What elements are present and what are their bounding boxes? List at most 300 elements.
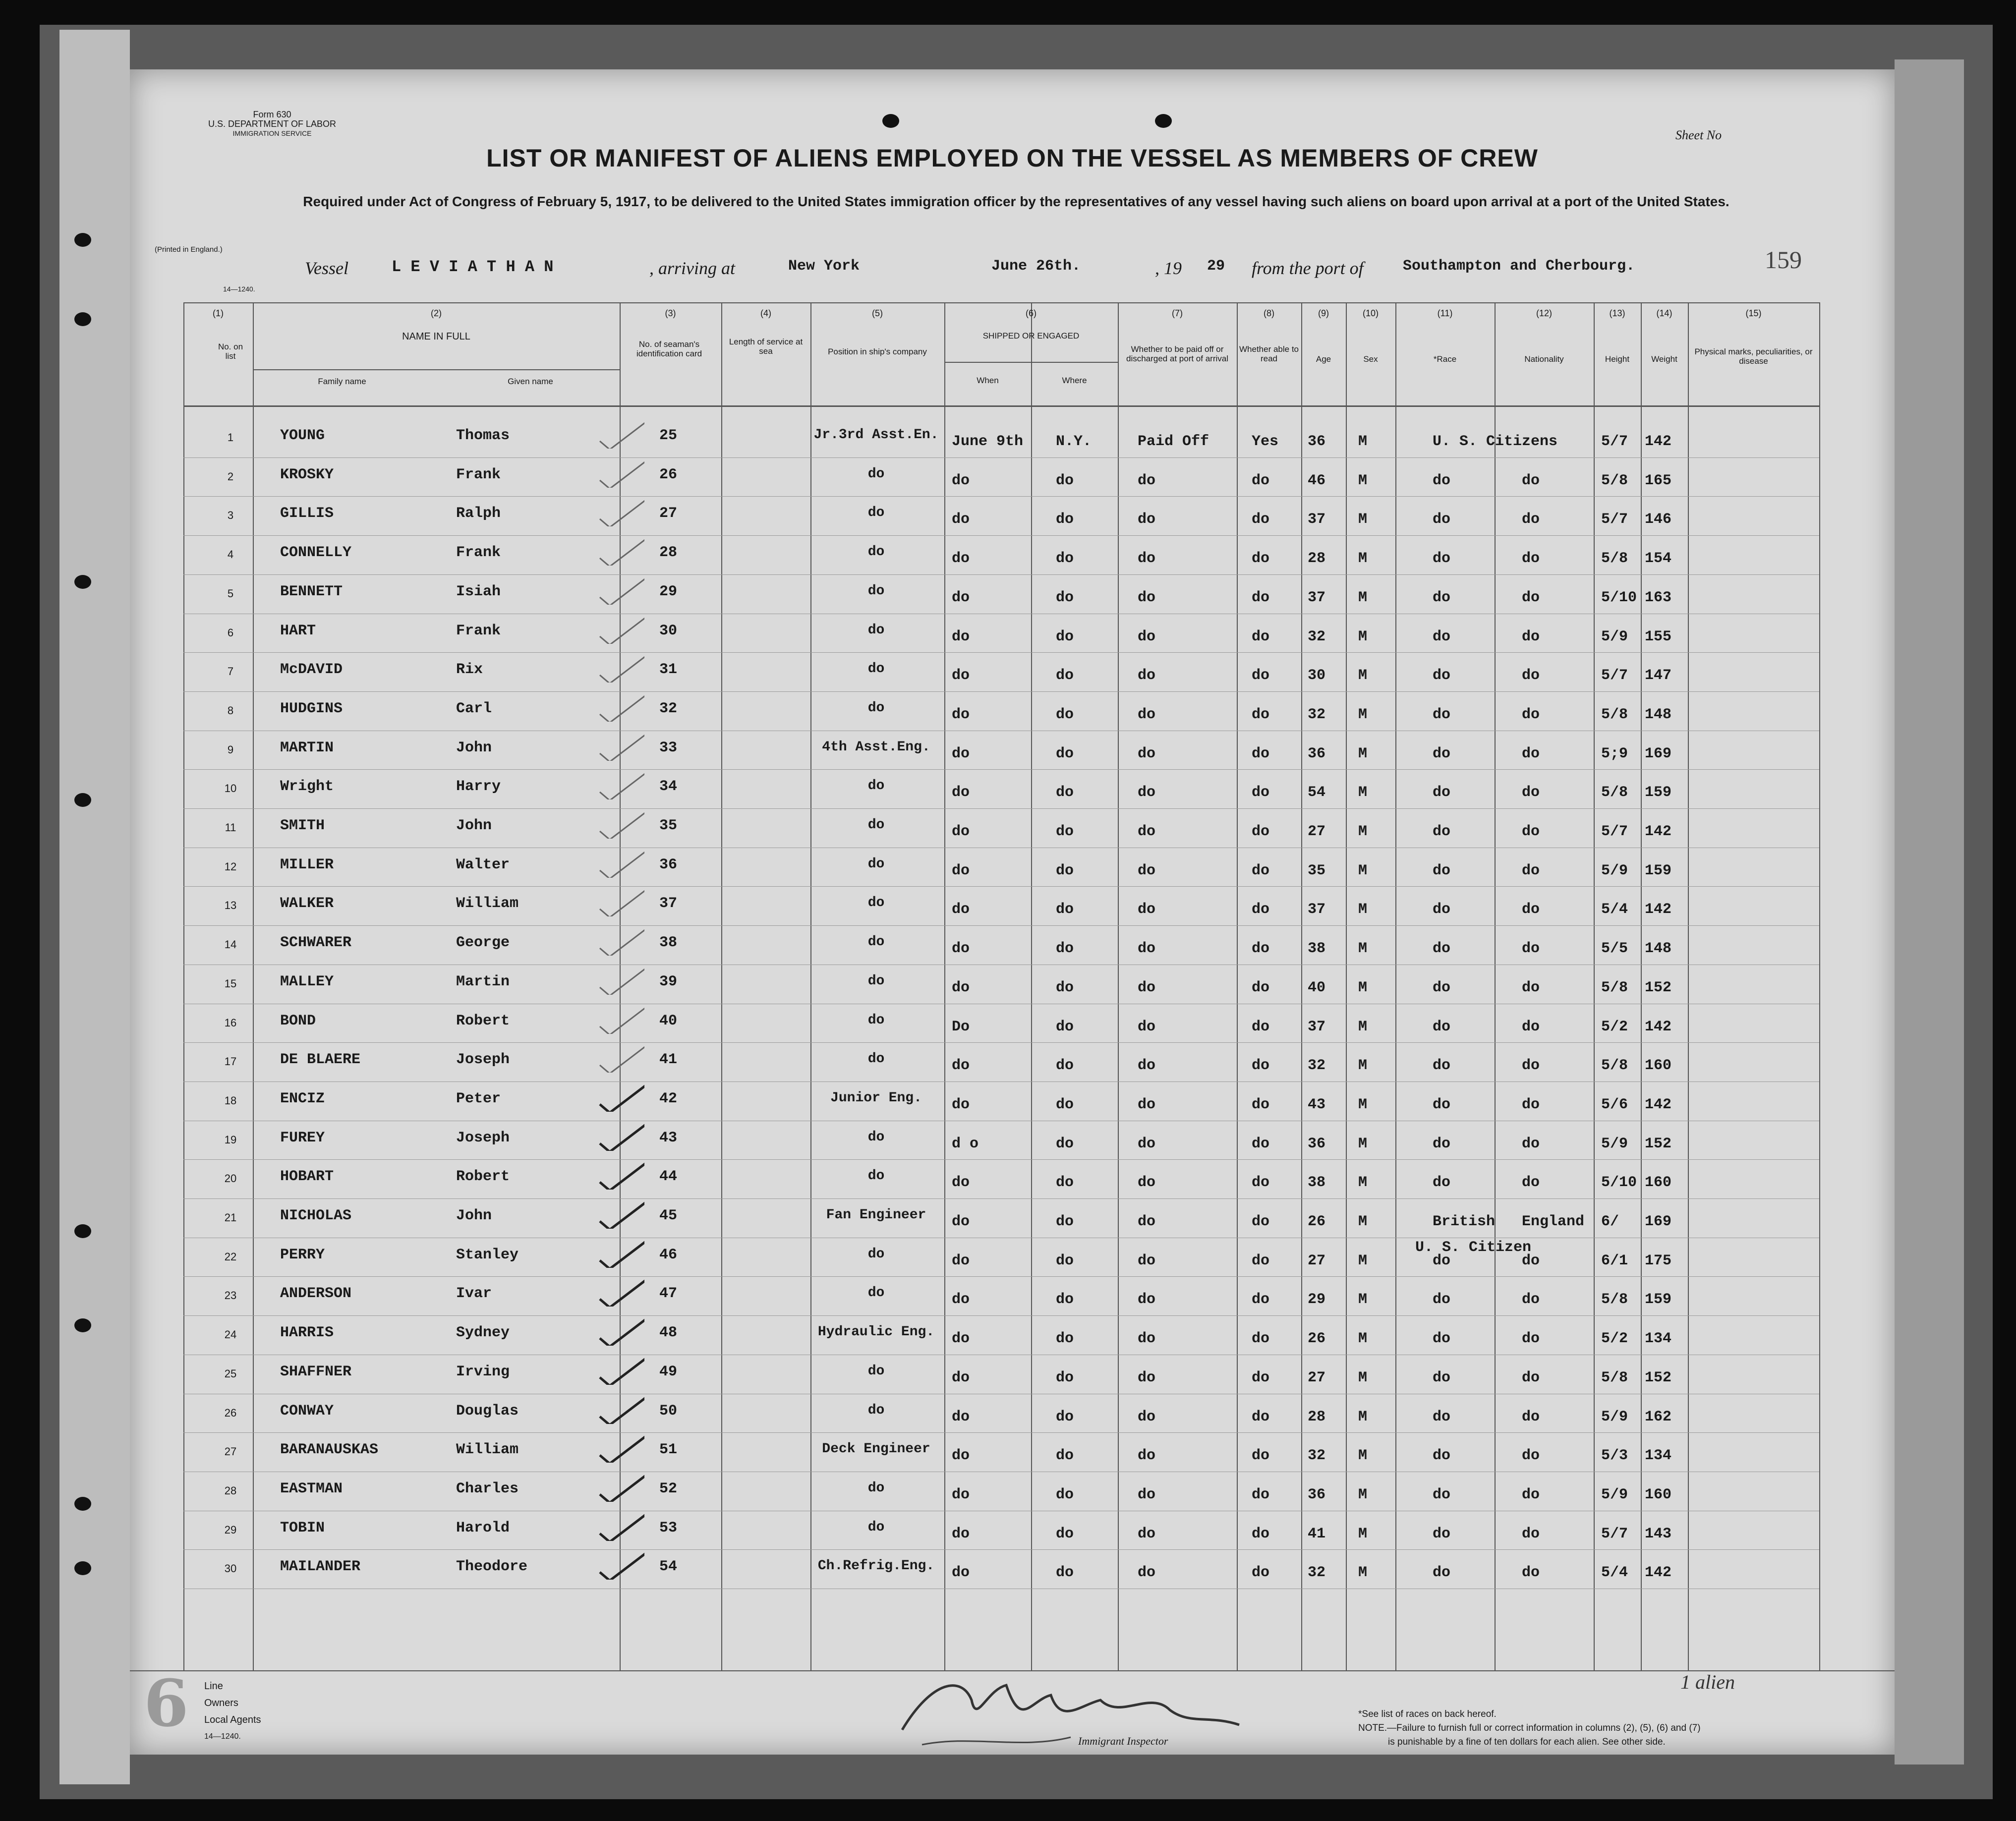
cell-where: do <box>1056 1252 1074 1269</box>
check-mark-icon <box>597 497 644 526</box>
cell-nat: do <box>1522 823 1540 840</box>
cell-age: 38 <box>1308 1174 1326 1192</box>
cell-family: BENNETT <box>280 583 343 600</box>
cell-age: 26 <box>1308 1213 1326 1230</box>
cell-race: do <box>1433 1369 1451 1386</box>
cell-card: 47 <box>659 1285 678 1303</box>
cell-nat: do <box>1522 589 1540 606</box>
column-divider <box>253 302 254 1670</box>
cell-when: do <box>952 745 970 762</box>
row-number: 30 <box>224 1562 237 1575</box>
cell-position: do <box>867 1285 885 1301</box>
cell-height: 5/10 <box>1601 589 1637 606</box>
cell-height: 5/7 <box>1601 667 1628 684</box>
note-fine: is punishable by a fine of ten dollars for each alien. See other side. <box>1388 1737 1666 1747</box>
cell-race: do <box>1433 706 1451 723</box>
row-number: 12 <box>224 860 237 873</box>
cell-height: 5/6 <box>1601 1096 1628 1113</box>
check-mark-icon <box>597 614 644 644</box>
cell-paid: do <box>1138 628 1156 645</box>
cell-sex: M <box>1358 628 1368 645</box>
cell-given: Harry <box>456 778 501 796</box>
cell-position: do <box>867 817 885 833</box>
cell-family: MALLEY <box>280 973 334 990</box>
cell-card: 32 <box>659 700 678 717</box>
cell-race: do <box>1433 784 1451 801</box>
cell-weight: 160 <box>1645 1174 1672 1192</box>
check-mark-icon <box>597 1472 644 1502</box>
cell-card: 26 <box>659 466 678 483</box>
row-number: 22 <box>224 1250 237 1263</box>
cell-weight: 147 <box>1645 667 1672 684</box>
cell-sex: M <box>1358 472 1368 489</box>
cell-age: 27 <box>1308 1369 1326 1386</box>
cell-given: Thomas <box>456 427 510 444</box>
cell-when: do <box>952 667 970 684</box>
cell-nat: do <box>1522 550 1540 568</box>
year: 29 <box>1207 258 1225 275</box>
cell-family: BOND <box>280 1012 316 1029</box>
check-mark-icon <box>597 1316 644 1346</box>
footer-owners: Owners <box>204 1698 238 1708</box>
punch-hole <box>74 1224 91 1238</box>
cell-family: DE BLAERE <box>280 1051 361 1069</box>
header-given-name: Given name <box>508 377 553 386</box>
cell-age: 32 <box>1308 1057 1326 1075</box>
cell-paid: do <box>1138 862 1156 879</box>
cell-read: do <box>1252 1408 1270 1425</box>
cell-card: 52 <box>659 1480 678 1497</box>
cell-sex: M <box>1358 433 1368 450</box>
column-number: (10) <box>1362 308 1379 318</box>
cell-position: do <box>867 466 885 482</box>
cell-position: do <box>867 1051 885 1067</box>
cell-nat: do <box>1522 1174 1540 1192</box>
row-number: 29 <box>224 1523 237 1536</box>
cell-height: 6/1 <box>1601 1252 1628 1269</box>
cell-card: 42 <box>659 1090 678 1107</box>
cell-sex: M <box>1358 784 1368 801</box>
cell-weight: 155 <box>1645 628 1672 645</box>
cell-nat: do <box>1522 1525 1540 1542</box>
cell-card: 28 <box>659 544 678 562</box>
cell-age: 28 <box>1308 550 1326 568</box>
cell-height: 5/4 <box>1601 901 1628 918</box>
cell-read: do <box>1252 511 1270 528</box>
header-family-name: Family name <box>318 377 366 386</box>
cell-nat: do <box>1522 784 1540 801</box>
column-number: (7) <box>1172 308 1183 318</box>
check-mark-icon <box>597 1043 644 1073</box>
cell-position: do <box>867 583 885 599</box>
cell-position: Fan Engineer <box>826 1207 926 1223</box>
cell-given: Charles <box>456 1480 519 1497</box>
cell-sex: M <box>1358 823 1368 840</box>
cell-card: 49 <box>659 1363 678 1380</box>
note-failure: NOTE.—Failure to furnish full or correct information in columns (2), (5), (6) and (7) <box>1358 1723 1701 1733</box>
cell-given: George <box>456 934 510 952</box>
cell-sex: M <box>1358 1135 1368 1152</box>
cell-family: MILLER <box>280 856 334 873</box>
cell-weight: 142 <box>1645 1096 1672 1113</box>
column-divider <box>1819 302 1820 1670</box>
cell-sex: M <box>1358 1564 1368 1582</box>
cell-when: do <box>952 1174 970 1192</box>
cell-paid: do <box>1138 1174 1156 1192</box>
cell-paid: do <box>1138 706 1156 723</box>
cell-weight: 154 <box>1645 550 1672 568</box>
from-port: Southampton and Cherbourg. <box>1403 258 1635 275</box>
column-divider <box>1688 302 1689 1670</box>
cell-card: 54 <box>659 1558 678 1576</box>
cell-weight: 143 <box>1645 1525 1672 1542</box>
cell-weight: 142 <box>1645 1564 1672 1582</box>
row-rule <box>183 691 1819 692</box>
cell-given: Stanley <box>456 1246 519 1263</box>
cell-weight: 134 <box>1645 1330 1672 1348</box>
cell-paid: do <box>1138 472 1156 489</box>
cell-weight: 159 <box>1645 1291 1672 1309</box>
check-mark-icon <box>597 692 644 722</box>
cell-where: do <box>1056 1369 1074 1386</box>
cell-age: 37 <box>1308 589 1326 606</box>
cell-card: 51 <box>659 1441 678 1459</box>
cell-sex: M <box>1358 940 1368 958</box>
row-number: 9 <box>227 743 234 756</box>
row-rule <box>183 769 1819 770</box>
cell-where: do <box>1056 628 1074 645</box>
check-mark-icon <box>597 965 644 995</box>
header-where: Where <box>1062 376 1087 385</box>
row-number: 11 <box>225 821 236 834</box>
cell-nat: do <box>1522 862 1540 879</box>
cell-nat: do <box>1522 1096 1540 1113</box>
cell-read: do <box>1252 940 1270 958</box>
cell-position: do <box>867 1129 885 1145</box>
cell-race: do <box>1433 1330 1451 1348</box>
inspector-label: Immigrant Inspector <box>1078 1735 1168 1747</box>
cell-position: Jr.3rd Asst.En. <box>813 427 939 443</box>
cell-given: Peter <box>456 1090 501 1107</box>
cell-card: 39 <box>659 973 678 990</box>
cell-given: Douglas <box>456 1402 519 1420</box>
cell-given: John <box>456 817 492 834</box>
cell-age: 54 <box>1308 784 1326 801</box>
cell-nat: do <box>1522 1135 1540 1152</box>
cell-where: do <box>1056 940 1074 958</box>
cell-family: BARANAUSKAS <box>280 1441 379 1459</box>
check-mark-icon <box>597 1511 644 1541</box>
cell-when: do <box>952 901 970 918</box>
cell-when: do <box>952 706 970 723</box>
cell-family: Wright <box>280 778 334 796</box>
row-rule <box>183 652 1819 653</box>
cell-given: John <box>456 739 492 756</box>
page-subtitle: Required under Act of Congress of February 5, 1917, to be delivered to the United States immigration officer by the representatives of any vessel having such aliens on board upon arrival at a port of the United States. <box>303 194 1729 209</box>
row-rule <box>183 1432 1819 1433</box>
cell-position: do <box>867 505 885 521</box>
cell-position: do <box>867 973 885 989</box>
cell-position: Ch.Refrig.Eng. <box>817 1558 935 1574</box>
cell-race: do <box>1433 1447 1451 1465</box>
cell-family: MARTIN <box>280 739 334 756</box>
cell-where: do <box>1056 1447 1074 1465</box>
cell-where: do <box>1056 862 1074 879</box>
cell-sex: M <box>1358 745 1368 762</box>
cell-nat: do <box>1522 1486 1540 1503</box>
cell-read: do <box>1252 1486 1270 1503</box>
cell-weight: 152 <box>1645 1369 1672 1386</box>
inspector-signature <box>892 1670 1249 1755</box>
cell-race: do <box>1433 940 1451 958</box>
cell-height: 5/10 <box>1601 1174 1637 1192</box>
table-top-border <box>183 302 1819 303</box>
cell-family: PERRY <box>280 1246 325 1263</box>
row-number: 15 <box>224 977 237 990</box>
row-rule <box>183 1549 1819 1550</box>
row-number: 4 <box>227 548 234 561</box>
check-mark-icon <box>597 1199 644 1229</box>
cell-sex: M <box>1358 1291 1368 1309</box>
cell-where: do <box>1056 1291 1074 1309</box>
cell-where: do <box>1056 1408 1074 1425</box>
cell-height: 5/9 <box>1601 862 1628 879</box>
cell-race: do <box>1433 1096 1451 1113</box>
header-when: When <box>977 376 999 385</box>
row-number: 5 <box>227 587 234 600</box>
check-mark-icon <box>597 1550 644 1580</box>
cell-weight: 134 <box>1645 1447 1672 1465</box>
header-weight: Weight <box>1651 354 1677 364</box>
cell-where: do <box>1056 979 1074 996</box>
cell-position: do <box>867 1402 885 1418</box>
cell-sex: M <box>1358 1486 1368 1503</box>
cell-given: Robert <box>456 1168 510 1186</box>
cell-paid: Paid Off <box>1138 433 1210 450</box>
cell-race: do <box>1433 979 1451 996</box>
cell-sex: M <box>1358 1096 1368 1113</box>
cell-given: Joseph <box>456 1051 510 1069</box>
cell-nat: do <box>1522 940 1540 958</box>
cell-paid: do <box>1138 1096 1156 1113</box>
cell-height: 5/2 <box>1601 1330 1628 1348</box>
cell-card: 46 <box>659 1246 678 1263</box>
cell-when: d o <box>952 1135 979 1152</box>
row-rule <box>183 886 1819 887</box>
cell-nat: do <box>1522 1330 1540 1348</box>
cell-weight: 160 <box>1645 1057 1672 1075</box>
check-mark-icon <box>597 809 644 839</box>
note-races: *See list of races on back hereof. <box>1358 1709 1497 1719</box>
check-mark-icon <box>597 575 644 605</box>
arrival-date: June 26th. <box>991 258 1081 275</box>
cell-nat: do <box>1522 1447 1540 1465</box>
cell-height: 5/8 <box>1601 550 1628 568</box>
cell-read: do <box>1252 784 1270 801</box>
cell-race: British <box>1433 1213 1496 1230</box>
cell-weight: 142 <box>1645 1018 1672 1035</box>
row-number: 6 <box>227 626 234 639</box>
cell-weight: 159 <box>1645 862 1672 879</box>
row-rule <box>183 496 1819 497</box>
row-number: 23 <box>224 1289 237 1302</box>
cell-where: do <box>1056 589 1074 606</box>
cell-given: Irving <box>456 1363 510 1380</box>
column-number: (12) <box>1536 308 1552 318</box>
cell-sex: M <box>1358 589 1368 606</box>
cell-where: do <box>1056 1057 1074 1075</box>
cell-read: do <box>1252 1174 1270 1192</box>
cell-paid: do <box>1138 1135 1156 1152</box>
check-mark-icon <box>597 1160 644 1190</box>
cell-family: EASTMAN <box>280 1480 343 1497</box>
cell-weight: 169 <box>1645 745 1672 762</box>
cell-race: do <box>1433 589 1451 606</box>
cell-weight: 169 <box>1645 1213 1672 1230</box>
check-mark-icon <box>597 1277 644 1307</box>
cell-when: do <box>952 784 970 801</box>
cell-family: WALKER <box>280 895 334 912</box>
punch-hole <box>74 1318 91 1332</box>
arriving-label: , arriving at <box>649 258 736 278</box>
check-mark-icon <box>597 926 644 956</box>
cell-nat: do <box>1522 472 1540 489</box>
name-subheader-line <box>253 369 620 370</box>
cell-age: 30 <box>1308 667 1326 684</box>
cell-card: 37 <box>659 895 678 912</box>
cell-position: do <box>867 1168 885 1184</box>
cell-position: 4th Asst.Eng. <box>822 739 930 755</box>
cell-where: do <box>1056 550 1074 568</box>
cell-race: do <box>1433 862 1451 879</box>
cell-family: GILLIS <box>280 505 334 522</box>
cell-sex: M <box>1358 1447 1368 1465</box>
row-number: 13 <box>224 899 237 912</box>
cell-position: Deck Engineer <box>822 1441 930 1457</box>
cell-sex: M <box>1358 511 1368 528</box>
row-number: 8 <box>227 704 234 717</box>
punch-hole <box>74 233 91 247</box>
left-page-edge <box>59 30 130 1784</box>
cell-card: 53 <box>659 1519 678 1536</box>
year-prefix: , 19 <box>1155 258 1182 278</box>
cell-family: FUREY <box>280 1129 325 1146</box>
row-number: 25 <box>224 1367 237 1380</box>
check-mark-icon <box>597 731 644 761</box>
cell-position: do <box>867 778 885 794</box>
cell-position: do <box>867 1480 885 1496</box>
cell-given: Frank <box>456 466 501 483</box>
cell-weight: 160 <box>1645 1486 1672 1503</box>
cell-age: 37 <box>1308 1018 1326 1035</box>
cell-sex: M <box>1358 667 1368 684</box>
punch-hole <box>74 793 91 807</box>
header-name-in-full: NAME IN FULL <box>402 331 470 342</box>
cell-family: CONNELLY <box>280 544 352 562</box>
cell-when: do <box>952 628 970 645</box>
row-rule <box>183 457 1819 458</box>
cell-when: do <box>952 589 970 606</box>
footer-labels <box>204 1678 261 1745</box>
cell-when: do <box>952 1213 970 1230</box>
cell-height: 5/8 <box>1601 472 1628 489</box>
cell-height: 5/7 <box>1601 823 1628 840</box>
arriving-port: New York <box>788 258 860 275</box>
cell-when: do <box>952 1096 970 1113</box>
cell-given: Ivar <box>456 1285 492 1303</box>
cell-when: Do <box>952 1018 970 1035</box>
cell-paid: do <box>1138 1057 1156 1075</box>
column-divider <box>810 302 811 1670</box>
cell-age: 37 <box>1308 511 1326 528</box>
cell-where: do <box>1056 1213 1074 1230</box>
row-rule <box>183 1042 1819 1043</box>
check-mark-icon <box>597 887 644 916</box>
cell-position: do <box>867 1012 885 1028</box>
cell-nat: do <box>1522 745 1540 762</box>
column-divider <box>1118 302 1119 1670</box>
cell-age: 38 <box>1308 940 1326 958</box>
header-paid-off: Whether to be paid off or discharged at port of arrival <box>1126 344 1228 363</box>
page-number: 159 <box>1765 246 1802 274</box>
cell-position: do <box>867 895 885 911</box>
cell-position: do <box>867 622 885 638</box>
cell-when: do <box>952 940 970 958</box>
cell-sex: M <box>1358 1174 1368 1192</box>
punch-hole <box>74 575 91 589</box>
header-read: Whether able to read <box>1239 344 1299 363</box>
cell-race: do <box>1433 550 1451 568</box>
column-number: (4) <box>760 308 771 318</box>
cell-age: 27 <box>1308 823 1326 840</box>
cell-when: do <box>952 823 970 840</box>
header-no-on-list: No. on list <box>218 342 243 361</box>
cell-sex: M <box>1358 901 1368 918</box>
column-number: (14) <box>1656 308 1672 318</box>
cell-card: 30 <box>659 622 678 639</box>
header-marks: Physical marks, peculiarities, or disease <box>1694 347 1813 366</box>
cell-read: do <box>1252 628 1270 645</box>
punch-hole <box>74 1497 91 1511</box>
row-rule <box>183 1081 1819 1082</box>
cell-paid: do <box>1138 784 1156 801</box>
cell-height: 5/9 <box>1601 628 1628 645</box>
cell-when: do <box>952 1369 970 1386</box>
sheet-mark: 6 <box>144 1665 189 1741</box>
cell-age: 32 <box>1308 628 1326 645</box>
cell-age: 27 <box>1308 1252 1326 1269</box>
column-divider <box>1495 302 1496 1670</box>
cell-given: Sydney <box>456 1324 510 1342</box>
vessel-label: Vessel <box>305 258 348 278</box>
cell-race: do <box>1433 1564 1451 1582</box>
row-rule <box>183 1315 1819 1316</box>
cell-given: Robert <box>456 1012 510 1029</box>
row-rule <box>183 808 1819 809</box>
header-height: Height <box>1605 354 1630 364</box>
row-number: 27 <box>224 1445 237 1458</box>
row21-race-extra: U. S. Citizen <box>1415 1239 1532 1256</box>
cell-nat: do <box>1522 1564 1540 1582</box>
form-code: 14—1240. <box>223 285 255 293</box>
cell-given: Frank <box>456 622 501 639</box>
cell-sex: M <box>1358 1252 1368 1269</box>
cell-paid: do <box>1138 979 1156 996</box>
column-number: (3) <box>665 308 676 318</box>
cell-where: do <box>1056 1018 1074 1035</box>
column-number: (9) <box>1318 308 1329 318</box>
cell-given: Joseph <box>456 1129 510 1146</box>
